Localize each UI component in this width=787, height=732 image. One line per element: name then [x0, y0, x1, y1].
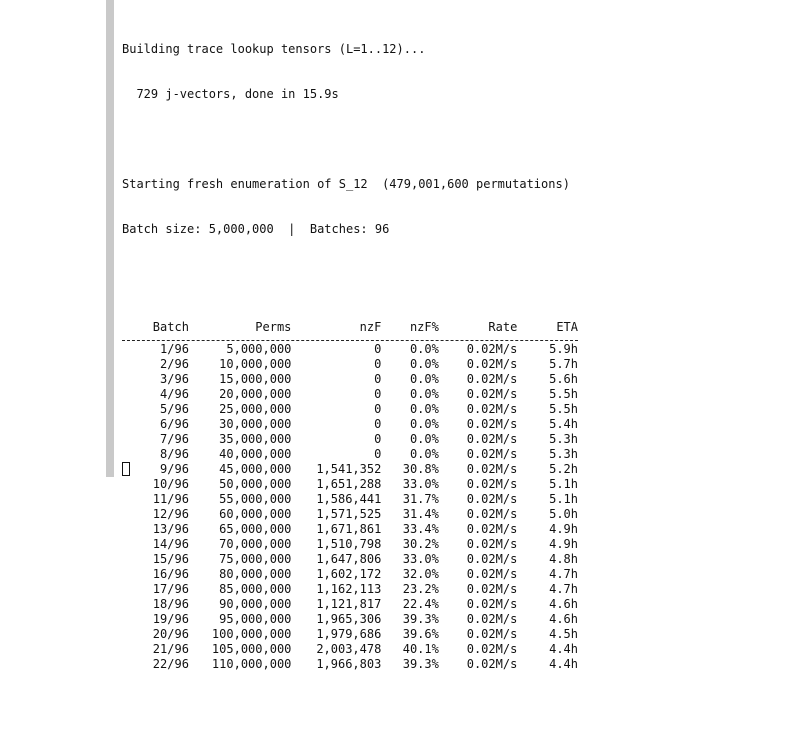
table-row: [122, 477, 578, 492]
cell-nzf: 0: [374, 357, 382, 371]
cell-perms: 35,000,000: [219, 432, 292, 446]
cell-eta: 4.9h: [549, 537, 578, 551]
table-row: [122, 387, 578, 402]
table-row: [122, 342, 578, 357]
cell-eta: 4.9h: [549, 522, 578, 536]
table-row: [122, 537, 578, 552]
cell-nzf-pct: 0.0%: [409, 342, 439, 356]
cell-nzf: 1,121,817: [316, 597, 382, 611]
header-batch: Batch: [152, 320, 189, 334]
table-row: [122, 507, 578, 522]
cell-nzf-pct: 30.8%: [402, 462, 439, 476]
cell-nzf-pct: 33.0%: [402, 477, 439, 491]
header-nzf-percent: nzF%: [409, 320, 439, 334]
cell-batch: 11/96: [152, 492, 189, 506]
table-row: [122, 582, 578, 597]
cell-eta: 4.8h: [549, 552, 578, 566]
cell-eta: 5.6h: [549, 372, 578, 386]
jvectors-line: 729 j-vectors, done in 15.9s: [122, 87, 339, 101]
cell-batch: 5/96: [160, 402, 189, 416]
table-row: [122, 627, 578, 642]
cell-perms: 55,000,000: [219, 492, 292, 506]
cell-batch: 2/96: [160, 357, 189, 371]
cell-nzf-pct: 23.2%: [402, 582, 439, 596]
cell-nzf: 1,602,172: [316, 567, 382, 581]
cell-nzf: 1,651,288: [316, 477, 382, 491]
cell-batch: 22/96: [152, 657, 189, 671]
cell-batch: 21/96: [152, 642, 189, 656]
cell-nzf-pct: 40.1%: [402, 642, 439, 656]
cell-rate: 0.02M/s: [466, 357, 518, 371]
cell-batch: 13/96: [152, 522, 189, 536]
table-row: [122, 357, 578, 372]
table-row: [122, 402, 578, 417]
cell-eta: 5.3h: [549, 432, 578, 446]
header-perms: Perms: [255, 320, 292, 334]
cell-nzf: 0: [374, 387, 382, 401]
cell-rate: 0.02M/s: [466, 657, 518, 671]
cell-perms: 100,000,000: [211, 627, 292, 641]
cell-nzf-pct: 30.2%: [402, 537, 439, 551]
cell-rate: 0.02M/s: [466, 372, 518, 386]
cell-perms: 90,000,000: [219, 597, 292, 611]
cell-nzf-pct: 0.0%: [409, 357, 439, 371]
cell-rate: 0.02M/s: [466, 537, 518, 551]
batch-info-line: Batch size: 5,000,000 | Batches: 96: [122, 222, 390, 236]
progress-table: [122, 320, 578, 672]
cell-batch: 18/96: [152, 597, 189, 611]
cell-perms: 85,000,000: [219, 582, 292, 596]
cell-nzf: 1,571,525: [316, 507, 382, 521]
table-body: [122, 342, 578, 672]
cell-nzf: 1,966,803: [316, 657, 382, 671]
cell-perms: 70,000,000: [219, 537, 292, 551]
cell-batch: 17/96: [152, 582, 189, 596]
table-row: [122, 657, 578, 672]
cell-nzf-pct: 31.7%: [402, 492, 439, 506]
cell-batch: 6/96: [160, 417, 189, 431]
table-row: [122, 567, 578, 582]
cell-nzf: 0: [374, 417, 382, 431]
cell-perms: 50,000,000: [219, 477, 292, 491]
cell-rate: 0.02M/s: [466, 567, 518, 581]
cell-nzf: 0: [374, 447, 382, 461]
cell-perms: 75,000,000: [219, 552, 292, 566]
cell-rate: 0.02M/s: [466, 597, 518, 611]
cell-perms: 40,000,000: [219, 447, 292, 461]
table-separator: [122, 340, 578, 341]
cell-rate: 0.02M/s: [466, 447, 518, 461]
table-header-row: [122, 320, 578, 336]
cell-eta: 5.2h: [549, 462, 578, 476]
cell-eta: 5.3h: [549, 447, 578, 461]
cell-nzf-pct: 22.4%: [402, 597, 439, 611]
cell-nzf: 1,647,806: [316, 552, 382, 566]
cell-eta: 5.0h: [549, 507, 578, 521]
cell-rate: 0.02M/s: [466, 342, 518, 356]
progress-table-wrap: [122, 290, 782, 717]
cell-nzf: 1,541,352: [316, 462, 382, 476]
blank-line: [122, 132, 782, 147]
cell-eta: 5.1h: [549, 477, 578, 491]
cell-rate: 0.02M/s: [466, 612, 518, 626]
cell-batch: 14/96: [152, 537, 189, 551]
table-row: [122, 552, 578, 567]
cell-nzf-pct: 0.0%: [409, 402, 439, 416]
cell-nzf-pct: 0.0%: [409, 447, 439, 461]
cell-perms: 105,000,000: [211, 642, 292, 656]
cell-perms: 15,000,000: [219, 372, 292, 386]
cell-nzf: 2,003,478: [316, 642, 382, 656]
cell-eta: 5.5h: [549, 402, 578, 416]
cell-rate: 0.02M/s: [466, 402, 518, 416]
table-row: [122, 372, 578, 387]
cell-rate: 0.02M/s: [466, 507, 518, 521]
cell-nzf: 1,162,113: [316, 582, 382, 596]
cell-perms: 25,000,000: [219, 402, 292, 416]
cell-rate: 0.02M/s: [466, 477, 518, 491]
cell-perms: 30,000,000: [219, 417, 292, 431]
terminal-cursor: [122, 462, 130, 476]
cell-nzf-pct: 0.0%: [409, 417, 439, 431]
cell-rate: 0.02M/s: [466, 462, 518, 476]
cell-eta: 5.9h: [549, 342, 578, 356]
cell-rate: 0.02M/s: [466, 582, 518, 596]
cell-nzf: 0: [374, 432, 382, 446]
cell-nzf: 1,586,441: [316, 492, 382, 506]
cell-nzf-pct: 39.3%: [402, 657, 439, 671]
cell-nzf-pct: 0.0%: [409, 432, 439, 446]
cell-batch: 3/96: [160, 372, 189, 386]
cell-nzf: 1,510,798: [316, 537, 382, 551]
cell-perms: 5,000,000: [226, 342, 292, 356]
cell-eta: 5.1h: [549, 492, 578, 506]
cell-nzf-pct: 0.0%: [409, 387, 439, 401]
cell-rate: 0.02M/s: [466, 552, 518, 566]
cell-batch: 10/96: [152, 477, 189, 491]
cell-eta: 5.7h: [549, 357, 578, 371]
cell-batch: 7/96: [160, 432, 189, 446]
trace-build-line: Building trace lookup tensors (L=1..12)...: [122, 42, 426, 56]
cell-eta: 4.4h: [549, 657, 578, 671]
cell-perms: 110,000,000: [211, 657, 292, 671]
header-nzf: nzF: [359, 320, 382, 334]
cell-rate: 0.02M/s: [466, 492, 518, 506]
table-row: [122, 597, 578, 612]
cell-rate: 0.02M/s: [466, 417, 518, 431]
cell-rate: 0.02M/s: [466, 522, 518, 536]
cell-nzf: 1,979,686: [316, 627, 382, 641]
cell-batch: 16/96: [152, 567, 189, 581]
table-row: [122, 462, 578, 477]
cell-batch: 20/96: [152, 627, 189, 641]
cell-perms: 95,000,000: [219, 612, 292, 626]
cell-eta: 4.6h: [549, 612, 578, 626]
cell-batch: 15/96: [152, 552, 189, 566]
cell-nzf-pct: 31.4%: [402, 507, 439, 521]
cell-perms: 45,000,000: [219, 462, 292, 476]
cell-rate: 0.02M/s: [466, 387, 518, 401]
cell-eta: 5.5h: [549, 387, 578, 401]
vertical-scrollbar[interactable]: [106, 0, 114, 477]
enumeration-start-line: Starting fresh enumeration of S_12 (479,001,600 permutations): [122, 177, 570, 191]
cell-nzf: 0: [374, 402, 382, 416]
terminal-output: [122, 12, 782, 671]
cell-nzf: 1,671,861: [316, 522, 382, 536]
table-row: [122, 642, 578, 657]
cell-perms: 10,000,000: [219, 357, 292, 371]
cell-perms: 65,000,000: [219, 522, 292, 536]
cell-eta: 4.7h: [549, 582, 578, 596]
cell-batch: 9/96: [160, 462, 189, 476]
cell-batch: 1/96: [160, 342, 189, 356]
table-row: [122, 522, 578, 537]
table-row: [122, 432, 578, 447]
cell-nzf: 1,965,306: [316, 612, 382, 626]
cell-batch: 12/96: [152, 507, 189, 521]
cell-eta: 4.6h: [549, 597, 578, 611]
cell-nzf-pct: 39.6%: [402, 627, 439, 641]
cell-nzf-pct: 33.4%: [402, 522, 439, 536]
header-rate: Rate: [488, 320, 518, 334]
cell-nzf: 0: [374, 372, 382, 386]
cell-eta: 5.4h: [549, 417, 578, 431]
cell-perms: 20,000,000: [219, 387, 292, 401]
cell-perms: 60,000,000: [219, 507, 292, 521]
cell-batch: 19/96: [152, 612, 189, 626]
cell-perms: 80,000,000: [219, 567, 292, 581]
cell-nzf-pct: 0.0%: [409, 372, 439, 386]
cell-eta: 4.7h: [549, 567, 578, 581]
table-row: [122, 612, 578, 627]
cell-batch: 4/96: [160, 387, 189, 401]
cell-nzf-pct: 33.0%: [402, 552, 439, 566]
cell-nzf-pct: 39.3%: [402, 612, 439, 626]
cell-batch: 8/96: [160, 447, 189, 461]
table-row: [122, 492, 578, 507]
cell-eta: 4.5h: [549, 627, 578, 641]
cell-rate: 0.02M/s: [466, 642, 518, 656]
cell-rate: 0.02M/s: [466, 432, 518, 446]
cell-eta: 4.4h: [549, 642, 578, 656]
table-row: [122, 447, 578, 462]
cell-rate: 0.02M/s: [466, 627, 518, 641]
cell-nzf-pct: 32.0%: [402, 567, 439, 581]
table-row: [122, 417, 578, 432]
left-gutter: [0, 0, 106, 477]
cell-nzf: 0: [374, 342, 382, 356]
header-eta: ETA: [556, 320, 578, 334]
